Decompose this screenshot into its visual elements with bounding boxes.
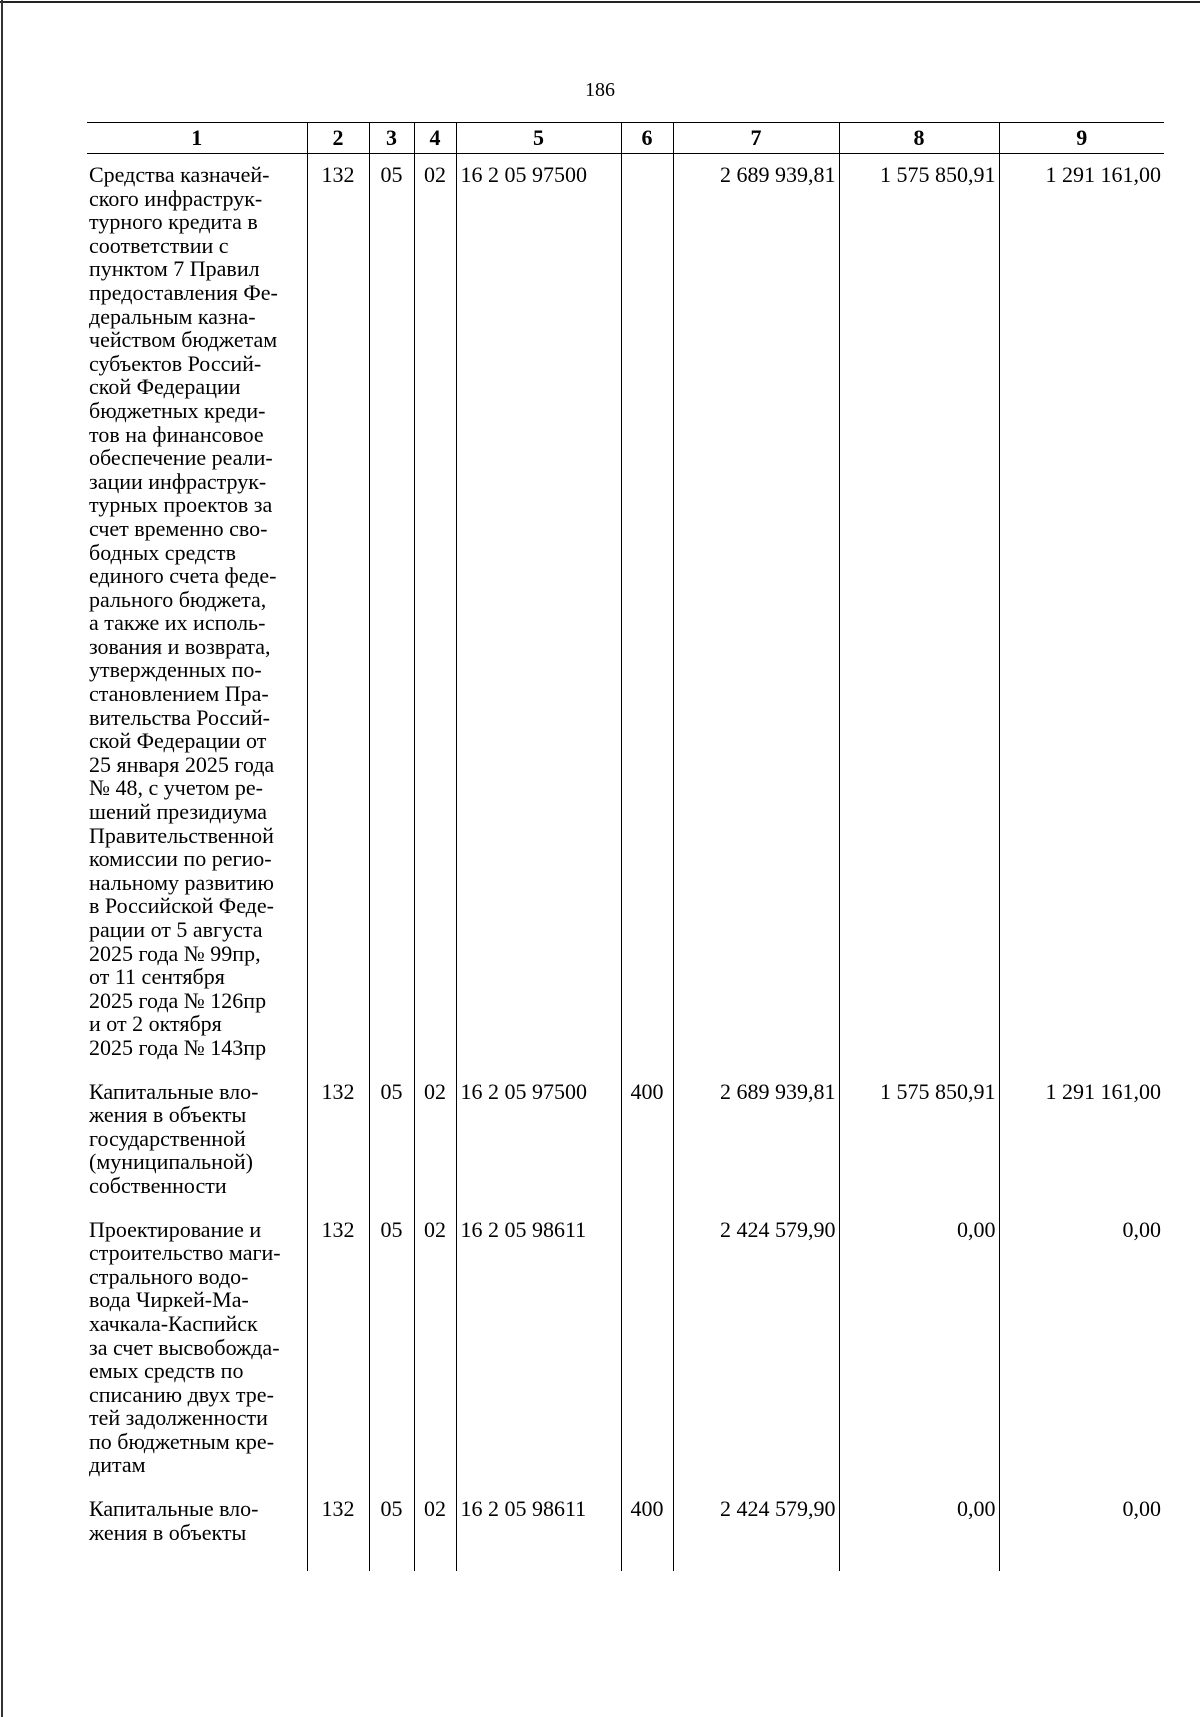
column-header: 6 (621, 123, 673, 154)
row-description: Капитальные вло- жения в объекты государственной (муниципальной) собственности (87, 1080, 307, 1218)
cell-amount-col8: 1 575 850,91 (839, 1080, 999, 1218)
scan-left-edge (1, 0, 3, 1717)
cell-amount-col9: 0,00 (999, 1218, 1164, 1498)
cell-target-code: 16 2 05 98611 (456, 1218, 621, 1498)
cell-expense-type: 400 (621, 1080, 673, 1218)
cell-amount-col7: 2 689 939,81 (673, 1080, 839, 1218)
table-row (87, 1080, 1164, 1218)
cell-section-code: 05 (369, 1497, 414, 1571)
cell-ministry-code: 132 (307, 1080, 369, 1218)
column-header: 8 (839, 123, 999, 154)
column-header: 9 (999, 123, 1164, 154)
cell-subsection-code: 02 (414, 154, 456, 1080)
cell-amount-col8: 0,00 (839, 1218, 999, 1498)
column-header: 4 (414, 123, 456, 154)
table-row (87, 1218, 1164, 1498)
cell-ministry-code: 132 (307, 1497, 369, 1571)
cell-ministry-code: 132 (307, 1218, 369, 1498)
row-description: Средства казначей- ского инфраструк- турного кредита в соответствии с пунктом 7 Правил предоставления Фе- деральным казна- чейством бюджетам субъектов Россий- ской Федерации бюджетных креди- тов на финансовое обеспечение реали- зации инфраструк- турных проектов за счет временно сво- бодных средств единого счета феде- рального бюджета, а также их исполь- зования и возврата, утвержденных по- становлением Пра- вительства Россий- ской Федерации от 25 января 2025 года № 48, с учетом ре- шений президиума Правительственной комиссии по регио- нальному развитию в Российской Феде- рации от 5 августа 2025 года № 99пр, от 11 сентября 2025 года № 126пр и от 2 октября 2025 года № 143пр (87, 154, 307, 1080)
cell-target-code: 16 2 05 97500 (456, 154, 621, 1080)
cell-target-code: 16 2 05 98611 (456, 1497, 621, 1571)
cell-amount-col9: 1 291 161,00 (999, 1080, 1164, 1218)
column-header: 5 (456, 123, 621, 154)
cell-section-code: 05 (369, 1080, 414, 1218)
cell-section-code: 05 (369, 1218, 414, 1498)
header-row (87, 123, 1164, 154)
cell-expense-type: 400 (621, 1497, 673, 1571)
column-header: 7 (673, 123, 839, 154)
cell-amount-col9: 0,00 (999, 1497, 1164, 1571)
scan-top-edge (0, 1, 1200, 3)
cell-target-code: 16 2 05 97500 (456, 1080, 621, 1218)
table-row (87, 1497, 1164, 1571)
column-header: 3 (369, 123, 414, 154)
column-header: 1 (87, 123, 307, 154)
cell-expense-type (621, 1218, 673, 1498)
cell-amount-col9: 1 291 161,00 (999, 154, 1164, 1080)
cell-subsection-code: 02 (414, 1080, 456, 1218)
row-description: Капитальные вло- жения в объекты (87, 1497, 307, 1571)
cell-subsection-code: 02 (414, 1218, 456, 1498)
cell-expense-type (621, 154, 673, 1080)
cell-amount-col7: 2 689 939,81 (673, 154, 839, 1080)
cell-amount-col7: 2 424 579,90 (673, 1218, 839, 1498)
cell-amount-col8: 1 575 850,91 (839, 154, 999, 1080)
cell-section-code: 05 (369, 154, 414, 1080)
budget-table (87, 122, 1164, 1571)
cell-amount-col7: 2 424 579,90 (673, 1497, 839, 1571)
page-number: 186 (585, 79, 615, 101)
column-header: 2 (307, 123, 369, 154)
row-description: Проектирование и строительство маги- стрального водо- вода Чиркей-Ма- хачкала-Каспийск за счет высвобожда- емых средств по списанию двух тре- тей задолженности по бюджетным кре- дитам (87, 1218, 307, 1498)
cell-amount-col8: 0,00 (839, 1497, 999, 1571)
cell-ministry-code: 132 (307, 154, 369, 1080)
cell-subsection-code: 02 (414, 1497, 456, 1571)
table-row (87, 154, 1164, 1080)
